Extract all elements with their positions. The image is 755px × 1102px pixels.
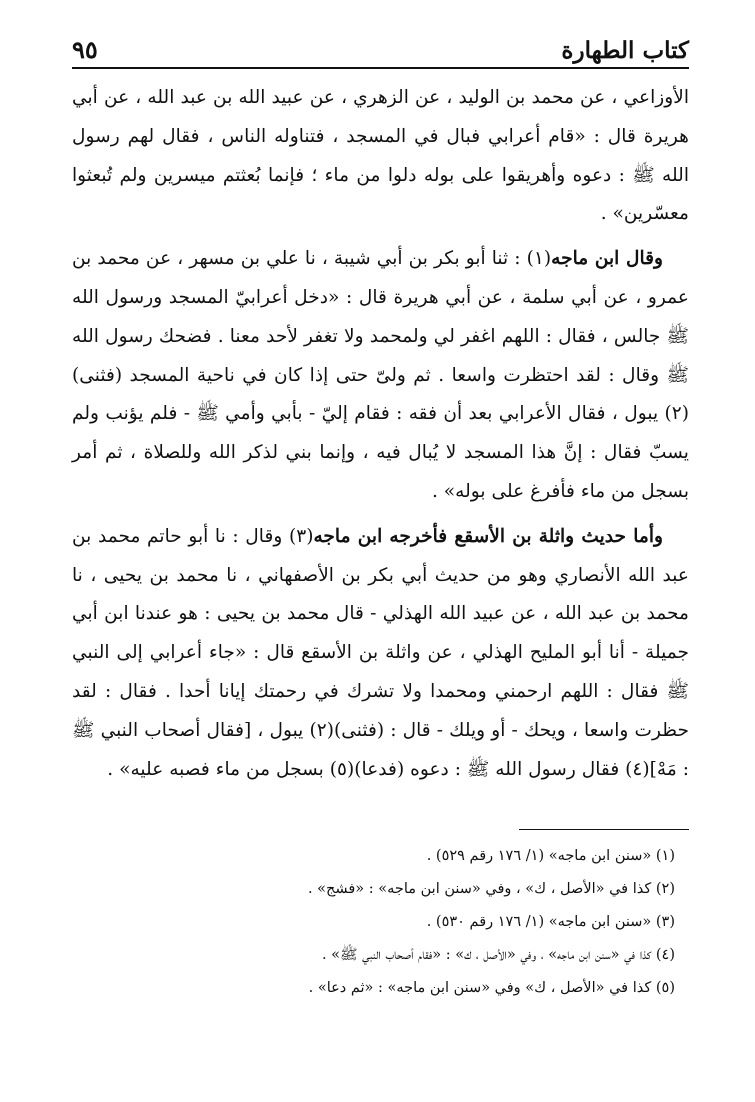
footnote-2: (٢) كذا في «الأصل ، ك» ، وفي «سنن ابن ماجه» : «فشج» . (307, 881, 675, 898)
footnote-divider (519, 829, 689, 830)
paragraph-1-text: الأوزاعي ، عن محمد بن الوليد ، عن الزهري ، عن عبيد الله بن عبد الله ، عن أبي هريرة قال : «قام أعرابي فبال في المسجد ، فتناوله الناس ، فقال لهم رسول الله ﷺ : دعوه وأهريقوا على بوله دلوا من ماء ؛ فإنما بُعثتم ميسرين ولم تُبعثوا معسّرين» . (72, 87, 689, 225)
footnote-5: (٥) كذا في «الأصل ، ك» وفي «سنن ابن ماجه» : «ثم دعا» . (308, 980, 675, 997)
footnote-1: (١) «سنن ابن ماجه» (١/ ١٧٦ رقم ٥٢٩) . (426, 848, 675, 865)
main-text (72, 79, 689, 789)
paragraph-3-lead: وأما حديث واثلة بن الأسقع فأخرجه ابن ماجه (313, 525, 663, 547)
footnotes (72, 840, 689, 1005)
paragraph-1 (72, 79, 689, 234)
footnote-3: (٣) «سنن ابن ماجه» (١/ ١٧٦ رقم ٥٣٠) . (426, 914, 675, 931)
paragraph-3-text: (٣) وقال : نا أبو حاتم محمد بن عبد الله الأنصاري وهو من حديث أبي بكر بن الأصفهاني ، نا محمد بن يحيى ، نا محمد بن عبد الله ، عن عبيد الله الهذلي - قال محمد بن يحيى : هو عندنا ابن أبي جميلة - أنا أبو المليح الهذلي ، عن واثلة بن الأسقع قال : «جاء أعرابي إلى النبي ﷺ فقال : اللهم ارحمني ومحمدا ولا تشرك في رحمتك إيانا أحدا . فقال : لقد حظرت واسعا ، ويحك - أو ويلك - قال : (فثنى)(٢) يبول ، [فقال أصحاب النبي ﷺ : مَهْ](٤) فقال رسول الله ﷺ : دعوه (فدعا)(٥) بسجل من ماء فصبه عليه» . (72, 525, 689, 780)
paragraph-3 (72, 518, 689, 790)
paragraph-2-lead: وقال ابن ماجه (551, 248, 663, 270)
paragraph-2-text: (١) : ثنا أبو بكر بن أبي شيبة ، نا علي بن مسهر ، عن محمد بن عمرو ، عن أبي سلمة ، عن أبي هريرة قال : «دخل أعرابيّ المسجد ورسول الله ﷺ جالس ، فقال : اللهم اغفر لي ولمحمد ولا تغفر لأحد معنا . فضحك رسول الله ﷺ وقال : لقد احتظرت واسعا . ثم ولىّ حتى إذا كان في ناحية المسجد (فثنى)(٢) يبول ، فقال الأعرابي بعد أن فقه : فقام إليّ - بأبي وأمي ﷺ - فلم يؤنب ولم يسبّ فقال : إنَّ هذا المسجد لا يُبال فيه ، وإنما بني لذكر الله وللصلاة ، ثم أمر بسجل من ماء فأفرغ على بوله» . (72, 248, 689, 502)
page-header (72, 30, 689, 69)
page-number: ٩٥ (72, 35, 98, 64)
footnote-4: (٤) كذا في «سنن ابن ماجه» ، وفي «الأصل ، ك» : «فقام أصحاب النبي ﷺ» . (321, 947, 675, 964)
paragraph-2 (72, 240, 689, 512)
running-title: كتاب الطهارة (561, 37, 689, 64)
